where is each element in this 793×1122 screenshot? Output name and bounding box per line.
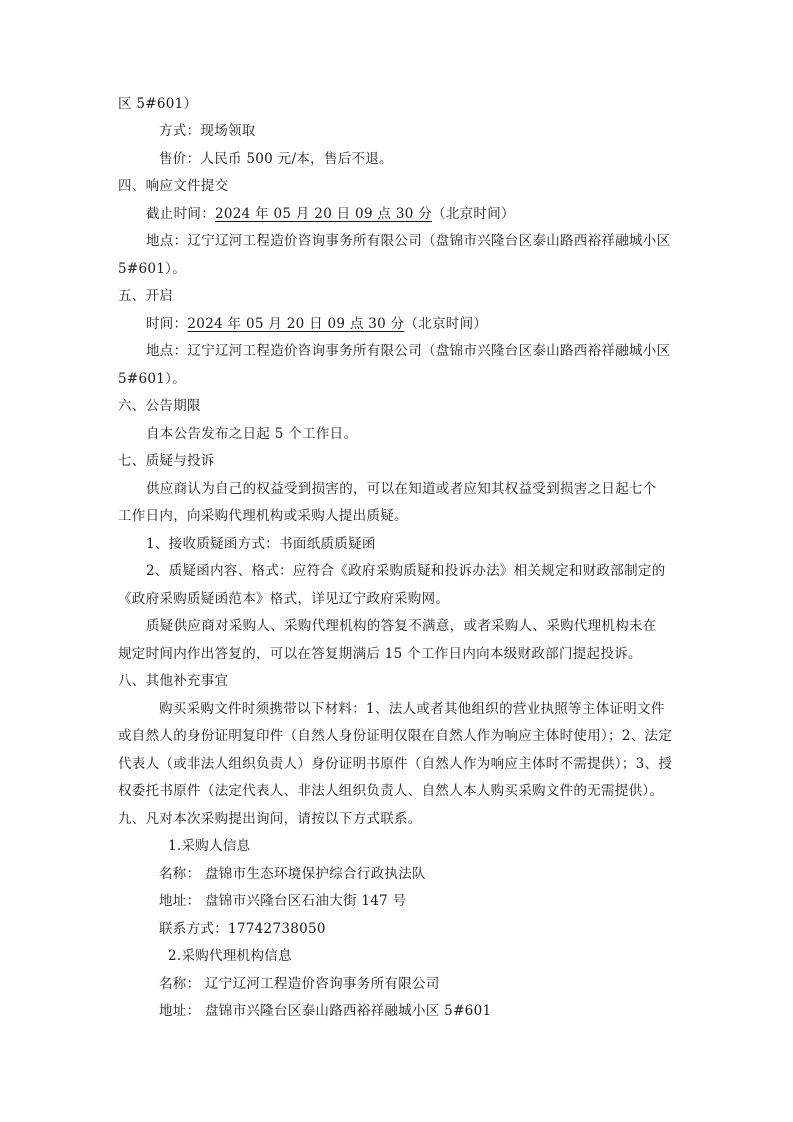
timezone-note: （北京时间） [404, 316, 488, 332]
text-line: 区 5#601） [118, 96, 198, 112]
text-line: 工作日内，向采购代理机构或采购人提出质疑。 [118, 508, 408, 524]
section-heading: 九、凡对本次采购提出询问，请按以下方式联系。 [118, 811, 422, 827]
text-line [146, 204, 515, 224]
section-heading: 七、质疑与投诉 [118, 453, 215, 469]
purchaser-contact: 联系方式：17742738050 [159, 921, 326, 937]
text-line: 购买采购文件时须携带以下材料：1、法人或者其他组织的营业执照等主体证明文件 [159, 701, 665, 717]
agency-address: 地址： 盘锦市兴隆台区泰山路西裕祥融城小区 5#601 [159, 1003, 492, 1019]
text-line: 5#601）。 [118, 371, 187, 387]
text-line: 2、质疑函内容、格式：应符合《政府采购质疑和投诉办法》相关规定和财政部制定的 [146, 563, 666, 579]
agency-name: 名称： 辽宁辽河工程造价咨询事务所有限公司 [159, 976, 440, 992]
text-line: 售价：人民币 500 元/本，售后不退。 [159, 151, 393, 167]
text-line: 质疑供应商对采购人、采购代理机构的答复不满意，或者采购人、采购代理机构未在 [146, 618, 657, 634]
deadline-value: 2024 年 05 月 20 日 09 点 30 分 [215, 206, 432, 222]
subsection-heading: 2.采购代理机构信息 [168, 948, 292, 964]
text-line [146, 314, 487, 334]
text-line: 地点：辽宁辽河工程造价咨询事务所有限公司（盘锦市兴隆台区泰山路西裕祥融城小区 [146, 343, 671, 359]
opening-time-label: 时间： [146, 316, 188, 332]
section-heading: 八、其他补充事宜 [118, 673, 229, 689]
text-line: 供应商认为自己的权益受到损害的，可以在知道或者应知其权益受到损害之日起七个 [146, 481, 657, 497]
text-line: 代表人（或非法人组织负责人）身份证明书原件（自然人作为响应主体时不需提供）；3、授 [118, 756, 673, 772]
text-line: 地点：辽宁辽河工程造价咨询事务所有限公司（盘锦市兴隆台区泰山路西裕祥融城小区 [146, 233, 671, 249]
section-heading: 六、公告期限 [118, 398, 201, 414]
text-line: 1、接收质疑函方式：书面纸质质疑函 [146, 536, 376, 552]
text-line: 5#601）。 [118, 261, 187, 277]
deadline-label: 截止时间： [146, 206, 215, 222]
text-line: 或自然人的身份证明复印件（自然人身份证明仅限在自然人作为响应主体时使用）；2、法定 [118, 728, 673, 744]
section-heading: 五、开启 [118, 288, 174, 304]
text-line: 方式：现场领取 [159, 123, 256, 139]
text-line: 权委托书原件（法定代表人、非法人组织负责人、自然人本人购买采购文件的无需提供）。 [118, 783, 664, 799]
text-line: 规定时间内作出答复的，可以在答复期满后 15 个工作日内向本级财政部门提起投诉。 [118, 646, 642, 662]
text-line: 《政府采购质疑函范本》格式，详见辽宁政府采购网。 [118, 591, 450, 607]
section-heading: 四、响应文件提交 [118, 178, 229, 194]
subsection-heading: 1.采购人信息 [168, 838, 251, 854]
purchaser-address: 地址： 盘锦市兴隆台区石油大街 147 号 [159, 893, 407, 909]
opening-time-value: 2024 年 05 月 20 日 09 点 30 分 [187, 316, 405, 332]
purchaser-name: 名称： 盘锦市生态环境保护综合行政执法队 [159, 866, 426, 882]
timezone-note: （北京时间） [432, 206, 515, 222]
text-line: 自本公告发布之日起 5 个工作日。 [146, 426, 358, 442]
